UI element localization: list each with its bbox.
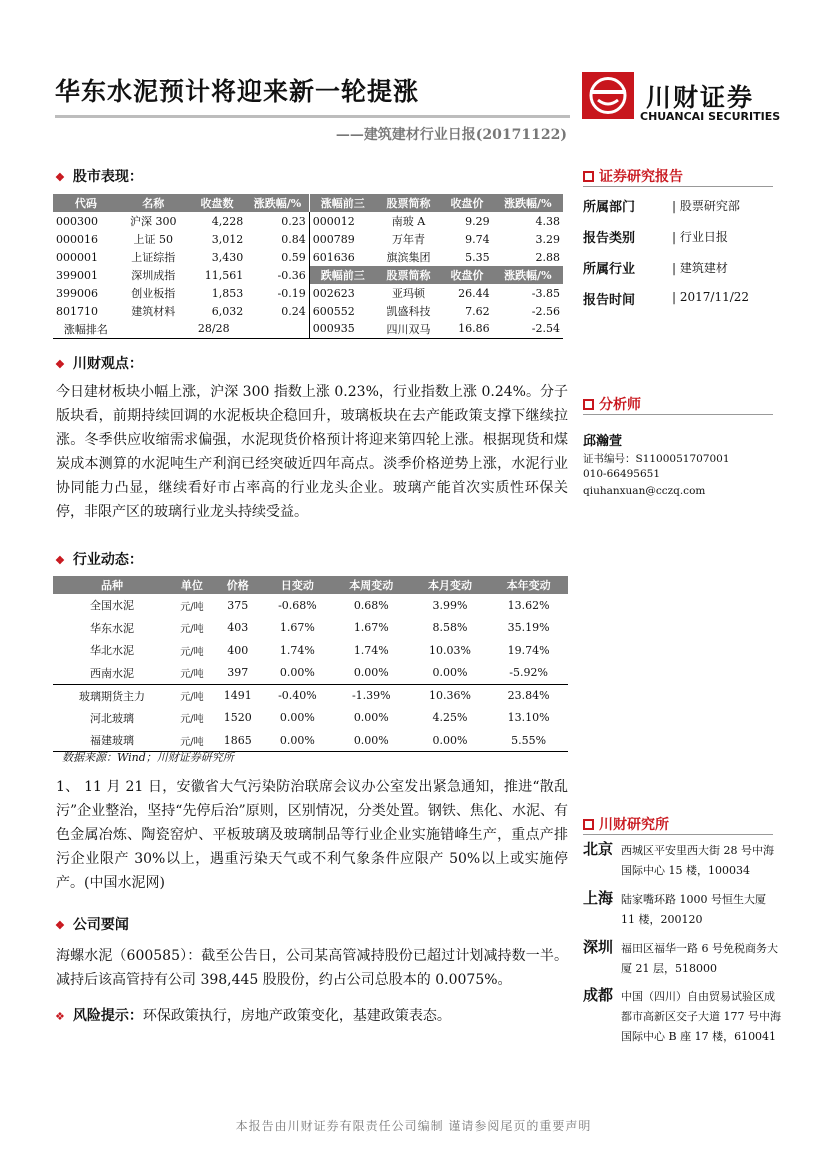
field-label: 所属行业 — [583, 262, 636, 277]
table-cell: -5.92% — [509, 666, 548, 679]
table-cell: 元/吨 — [171, 684, 213, 707]
table-cell: 000012 — [309, 212, 375, 230]
table-header: 单位 — [171, 576, 213, 594]
table-cell: 000789 — [309, 230, 375, 248]
institute-heading: 川财研究所 — [583, 814, 669, 834]
office-city: 上海 — [583, 889, 614, 907]
table-row — [53, 594, 568, 617]
table-cell: 华北水泥 — [90, 644, 134, 658]
risk-line: ❖ 风险提示：环保政策执行，房地产政策变化，基建政策表态。 — [55, 1008, 451, 1024]
analyst-email[interactable]: qiuhanxuan@cczq.com — [583, 485, 706, 497]
table-cell: 2.88 — [535, 250, 560, 264]
table-cell: 399001 — [56, 268, 98, 282]
table-header: 跌幅前三 — [309, 266, 375, 284]
table-cell: 16.86 — [441, 320, 492, 338]
title-rule — [55, 115, 570, 118]
table-cell: 四川双马 — [376, 320, 442, 338]
table-header: 股票简称 — [376, 266, 442, 284]
table-cell: 000016 — [56, 232, 98, 246]
table-cell: 8.58% — [432, 621, 468, 635]
table-header: 日变动 — [263, 576, 332, 594]
table-cell: 3,430 — [211, 250, 244, 264]
table-cell: 1.74% — [279, 643, 315, 657]
table-header: 名称 — [119, 194, 188, 212]
table-cell: 0.84 — [281, 232, 306, 246]
table-cell: 0.00% — [411, 729, 490, 752]
table-cell: 0.00% — [432, 666, 468, 679]
rank-value: 28/28 — [119, 320, 310, 338]
table-cell: 0.00% — [353, 711, 389, 725]
table-cell: 601636 — [309, 248, 375, 266]
table-cell: 1865 — [213, 729, 263, 752]
table-cell: 3.99% — [432, 598, 468, 612]
market-table — [53, 194, 563, 339]
table-cell: 10.36% — [411, 684, 490, 707]
table-cell: 0.00% — [263, 729, 332, 752]
table-cell: 10.03% — [428, 643, 471, 657]
office-address: 中国（四川）自由贸易试验区成都市高新区交子大道 177 号中海国际中心 B 座 17 楼，610041 — [621, 990, 781, 1043]
analyst-heading: 分析师 — [583, 394, 641, 414]
table-cell: 7.62 — [465, 304, 490, 318]
table-cell: 0.00% — [332, 729, 411, 752]
square-icon — [583, 819, 594, 830]
square-icon — [583, 171, 594, 182]
diamond-icon: ❖ — [55, 358, 65, 371]
table-cell: 创业板指 — [131, 287, 176, 300]
table-cell: 0.23 — [281, 214, 306, 228]
table-cell: -0.19 — [277, 286, 306, 300]
table-cell: 9.74 — [465, 232, 490, 246]
table-cell: 亚玛顿 — [392, 287, 425, 300]
table-cell: 35.19% — [507, 621, 550, 635]
table-cell: 1.74% — [353, 643, 389, 657]
table-row — [53, 302, 563, 320]
office-city: 成都 — [583, 986, 614, 1004]
table-cell: 9.29 — [465, 214, 490, 228]
table-cell: 上证 50 — [133, 233, 173, 246]
table-cell: 建筑材料 — [131, 305, 176, 318]
logo-text-en: CHUANCAI SECURITIES — [640, 110, 781, 123]
table-cell: 0.59 — [281, 250, 306, 264]
table-cell: 玻璃期货主力 — [53, 684, 171, 707]
table-cell: 1491 — [213, 684, 263, 707]
table-cell: 397 — [227, 666, 249, 679]
table-cell: 13.62% — [507, 598, 550, 612]
table-cell: 6,032 — [211, 304, 244, 318]
table-cell: 3,012 — [211, 232, 244, 246]
table-cell: 沪深 300 — [129, 215, 177, 228]
table-cell: 600552 — [309, 302, 375, 320]
table-cell: 000001 — [56, 250, 98, 264]
table-cell: 福建玻璃 — [53, 729, 171, 752]
office-address: 福田区福华一路 6 号免税商务大厦 21 层，518000 — [621, 942, 778, 975]
field-value: | 2017/11/22 — [672, 290, 750, 304]
table-cell: 1,853 — [211, 286, 244, 300]
industry-table — [53, 576, 568, 752]
table-cell: 19.74% — [507, 643, 550, 657]
diamond-icon: ❖ — [55, 554, 65, 567]
table-cell: 0.68% — [353, 598, 389, 612]
table-header: 本周变动 — [332, 576, 411, 594]
field-label: 报告类别 — [583, 231, 636, 246]
table-cell: 002623 — [309, 284, 375, 302]
table-cell: 1520 — [223, 711, 252, 725]
table-header: 涨跌幅/% — [493, 266, 563, 284]
table-cell: 全国水泥 — [90, 599, 134, 613]
table-cell: 403 — [227, 621, 249, 635]
table-row — [53, 617, 568, 640]
table-cell: 上证综指 — [131, 251, 176, 264]
sidebar-rule — [583, 834, 773, 835]
table-row — [53, 266, 563, 284]
table-header: 涨跌幅/% — [246, 194, 309, 212]
table-cell: 4.25% — [432, 711, 468, 725]
report-heading: 证券研究报告 — [583, 166, 683, 186]
table-cell: -1.39% — [332, 684, 411, 707]
industry-heading: ❖ 行业动态： — [55, 552, 143, 568]
company-heading: ❖ 公司要闻 — [55, 917, 129, 933]
table-cell: 旗滨集团 — [386, 251, 431, 264]
table-cell: 元/吨 — [180, 601, 204, 613]
table-cell: 5.35 — [465, 250, 490, 264]
office-address: 陆家嘴环路 1000 号恒生大厦 11 楼，200120 — [621, 893, 766, 926]
table-cell: 元/吨 — [180, 646, 204, 658]
table-cell: 000300 — [56, 214, 98, 228]
table-header: 股票简称 — [376, 194, 442, 212]
news-text: 1、 11 月 21 日，安徽省大气污染防治联席会议办公室发出紧急通知，推进“散乱污”企业整治，坚持“先停后治”原则，区别情况，分类处置。钢铁、焦化、水泥、有色金属冶炼、陶瓷窑炉、平板玻璃及玻璃制品等行业企业实施错峰生产，重点产排污企业限产 30%以上，遇重污染天气或不利气象条件应限产 50%以上或实施停产。(中国水泥网) — [56, 779, 568, 891]
data-source: 数据来源：Wind；川财证券研究所 — [62, 751, 234, 764]
market-heading: ❖ 股市表现： — [55, 169, 143, 185]
table-cell: 000935 — [309, 320, 375, 338]
table-header: 品种 — [53, 576, 171, 594]
table-cell: -2.56 — [531, 304, 560, 318]
table-cell: 1.67% — [353, 621, 389, 635]
table-cell: 华东水泥 — [90, 621, 134, 635]
table-cell: 801710 — [56, 304, 98, 318]
table-cell: -2.54 — [493, 320, 563, 338]
table-cell: 23.84% — [489, 684, 568, 707]
table-row — [53, 684, 568, 707]
table-header: 收盘价 — [441, 266, 492, 284]
table-header: 收盘数 — [188, 194, 246, 212]
table-header: 本年变动 — [489, 576, 568, 594]
field-label: 报告时间 — [583, 293, 636, 308]
page-title: 华东水泥预计将迎来新一轮提涨 — [55, 77, 420, 106]
diamond-icon: ❖ — [55, 171, 65, 184]
table-cell: 1.67% — [279, 621, 315, 635]
logo-icon — [582, 72, 634, 119]
table-cell: 凯盛科技 — [386, 305, 431, 318]
table-cell: 375 — [227, 598, 249, 612]
diamond-icon: ❖ — [55, 1010, 65, 1023]
sidebar-rule — [583, 186, 773, 187]
table-cell: 399006 — [56, 286, 98, 300]
logo-text: 川财证券 — [646, 83, 755, 112]
field-value: | 股票研究部 — [672, 199, 740, 213]
table-cell: 0.00% — [279, 666, 315, 679]
table-cell: 深圳成指 — [131, 269, 176, 282]
table-row — [53, 212, 563, 230]
table-cell: 0.00% — [353, 666, 389, 679]
table-row — [53, 707, 568, 730]
table-header: 收盘价 — [441, 194, 492, 212]
table-cell: 13.10% — [507, 711, 550, 725]
view-text: 今日建材板块小幅上涨，沪深 300 指数上涨 0.23%，行业指数上涨 0.24%。分子版块看，前期持续回调的水泥板块企稳回升，玻璃板块在去产能政策支撑下继续拉涨。冬季供应收缩需求偏强，水泥现货价格预计将迎来第四轮上涨。根据现货和煤炭成本测算的水泥吨生产利润已经突破近四年高点。淡季价格逆势上涨，水泥行业协同能力凸显，继续看好市占率高的行业龙头企业。玻璃产能首次实质性环保关停，非限产区的玻璃行业龙头持续受益。 — [56, 384, 568, 520]
diamond-icon: ❖ — [55, 919, 65, 932]
table-cell: 4,228 — [211, 214, 244, 228]
table-header: 涨跌幅/% — [493, 194, 563, 212]
analyst-name: 邱瀚萱 — [583, 434, 623, 449]
page-subtitle: ——建筑建材行业日报(20171122) — [335, 127, 567, 143]
table-row — [53, 320, 563, 338]
company-text: 海螺水泥（600585）：截至公告日，公司某高管减持股份已超过计划减持数一半。减持后该高管持有公司 398,445 股股份，约占公司总股本的 0.0075%。 — [56, 948, 568, 988]
table-cell: 西南水泥 — [90, 666, 134, 680]
square-icon — [583, 399, 594, 410]
table-row — [53, 662, 568, 685]
office-address: 西城区平安里西大街 28 号中海国际中心 15 楼，100034 — [621, 844, 774, 877]
footer-disclaimer: 本报告由川财证券有限责任公司编制 谨请参阅尾页的重要声明 — [235, 1119, 592, 1133]
field-label: 所属部门 — [583, 200, 636, 215]
office-city: 北京 — [583, 840, 614, 858]
table-cell: 4.38 — [535, 214, 560, 228]
table-cell: -3.85 — [531, 286, 560, 300]
table-header: 涨幅前三 — [309, 194, 375, 212]
field-value: | 行业日报 — [672, 230, 728, 244]
table-row — [53, 248, 563, 266]
table-cell: 河北玻璃 — [90, 711, 134, 725]
table-header: 本月变动 — [411, 576, 490, 594]
table-cell: 元/吨 — [180, 714, 204, 726]
table-cell: 0.24 — [281, 304, 306, 318]
table-cell: -0.36 — [277, 268, 306, 282]
rank-label: 涨幅排名 — [53, 320, 119, 338]
table-header: 价格 — [213, 576, 263, 594]
table-cell: 0.00% — [279, 711, 315, 725]
table-cell: 3.29 — [535, 232, 560, 246]
view-heading: ❖ 川财观点： — [55, 356, 143, 372]
sidebar-rule — [583, 414, 773, 415]
analyst-cert: 证书编号：S1100051707001 — [583, 453, 730, 465]
table-cell: -0.68% — [278, 598, 317, 612]
table-cell: 26.44 — [458, 286, 490, 300]
table-row — [53, 639, 568, 662]
table-cell: 5.55% — [489, 729, 568, 752]
table-cell: 元/吨 — [171, 729, 213, 752]
table-header: 代码 — [53, 194, 119, 212]
field-value: | 建筑建材 — [672, 261, 728, 275]
table-cell: 11,561 — [204, 268, 244, 282]
table-row — [53, 230, 563, 248]
table-cell: -0.40% — [263, 684, 332, 707]
table-cell: 400 — [227, 643, 249, 657]
table-cell: 万年青 — [392, 233, 425, 246]
table-cell: 南玻 A — [391, 215, 426, 228]
office-city: 深圳 — [583, 938, 614, 956]
table-cell: 元/吨 — [180, 624, 204, 636]
table-cell: 元/吨 — [180, 669, 204, 680]
analyst-phone: 010-66495651 — [583, 468, 661, 480]
table-row — [53, 284, 563, 302]
